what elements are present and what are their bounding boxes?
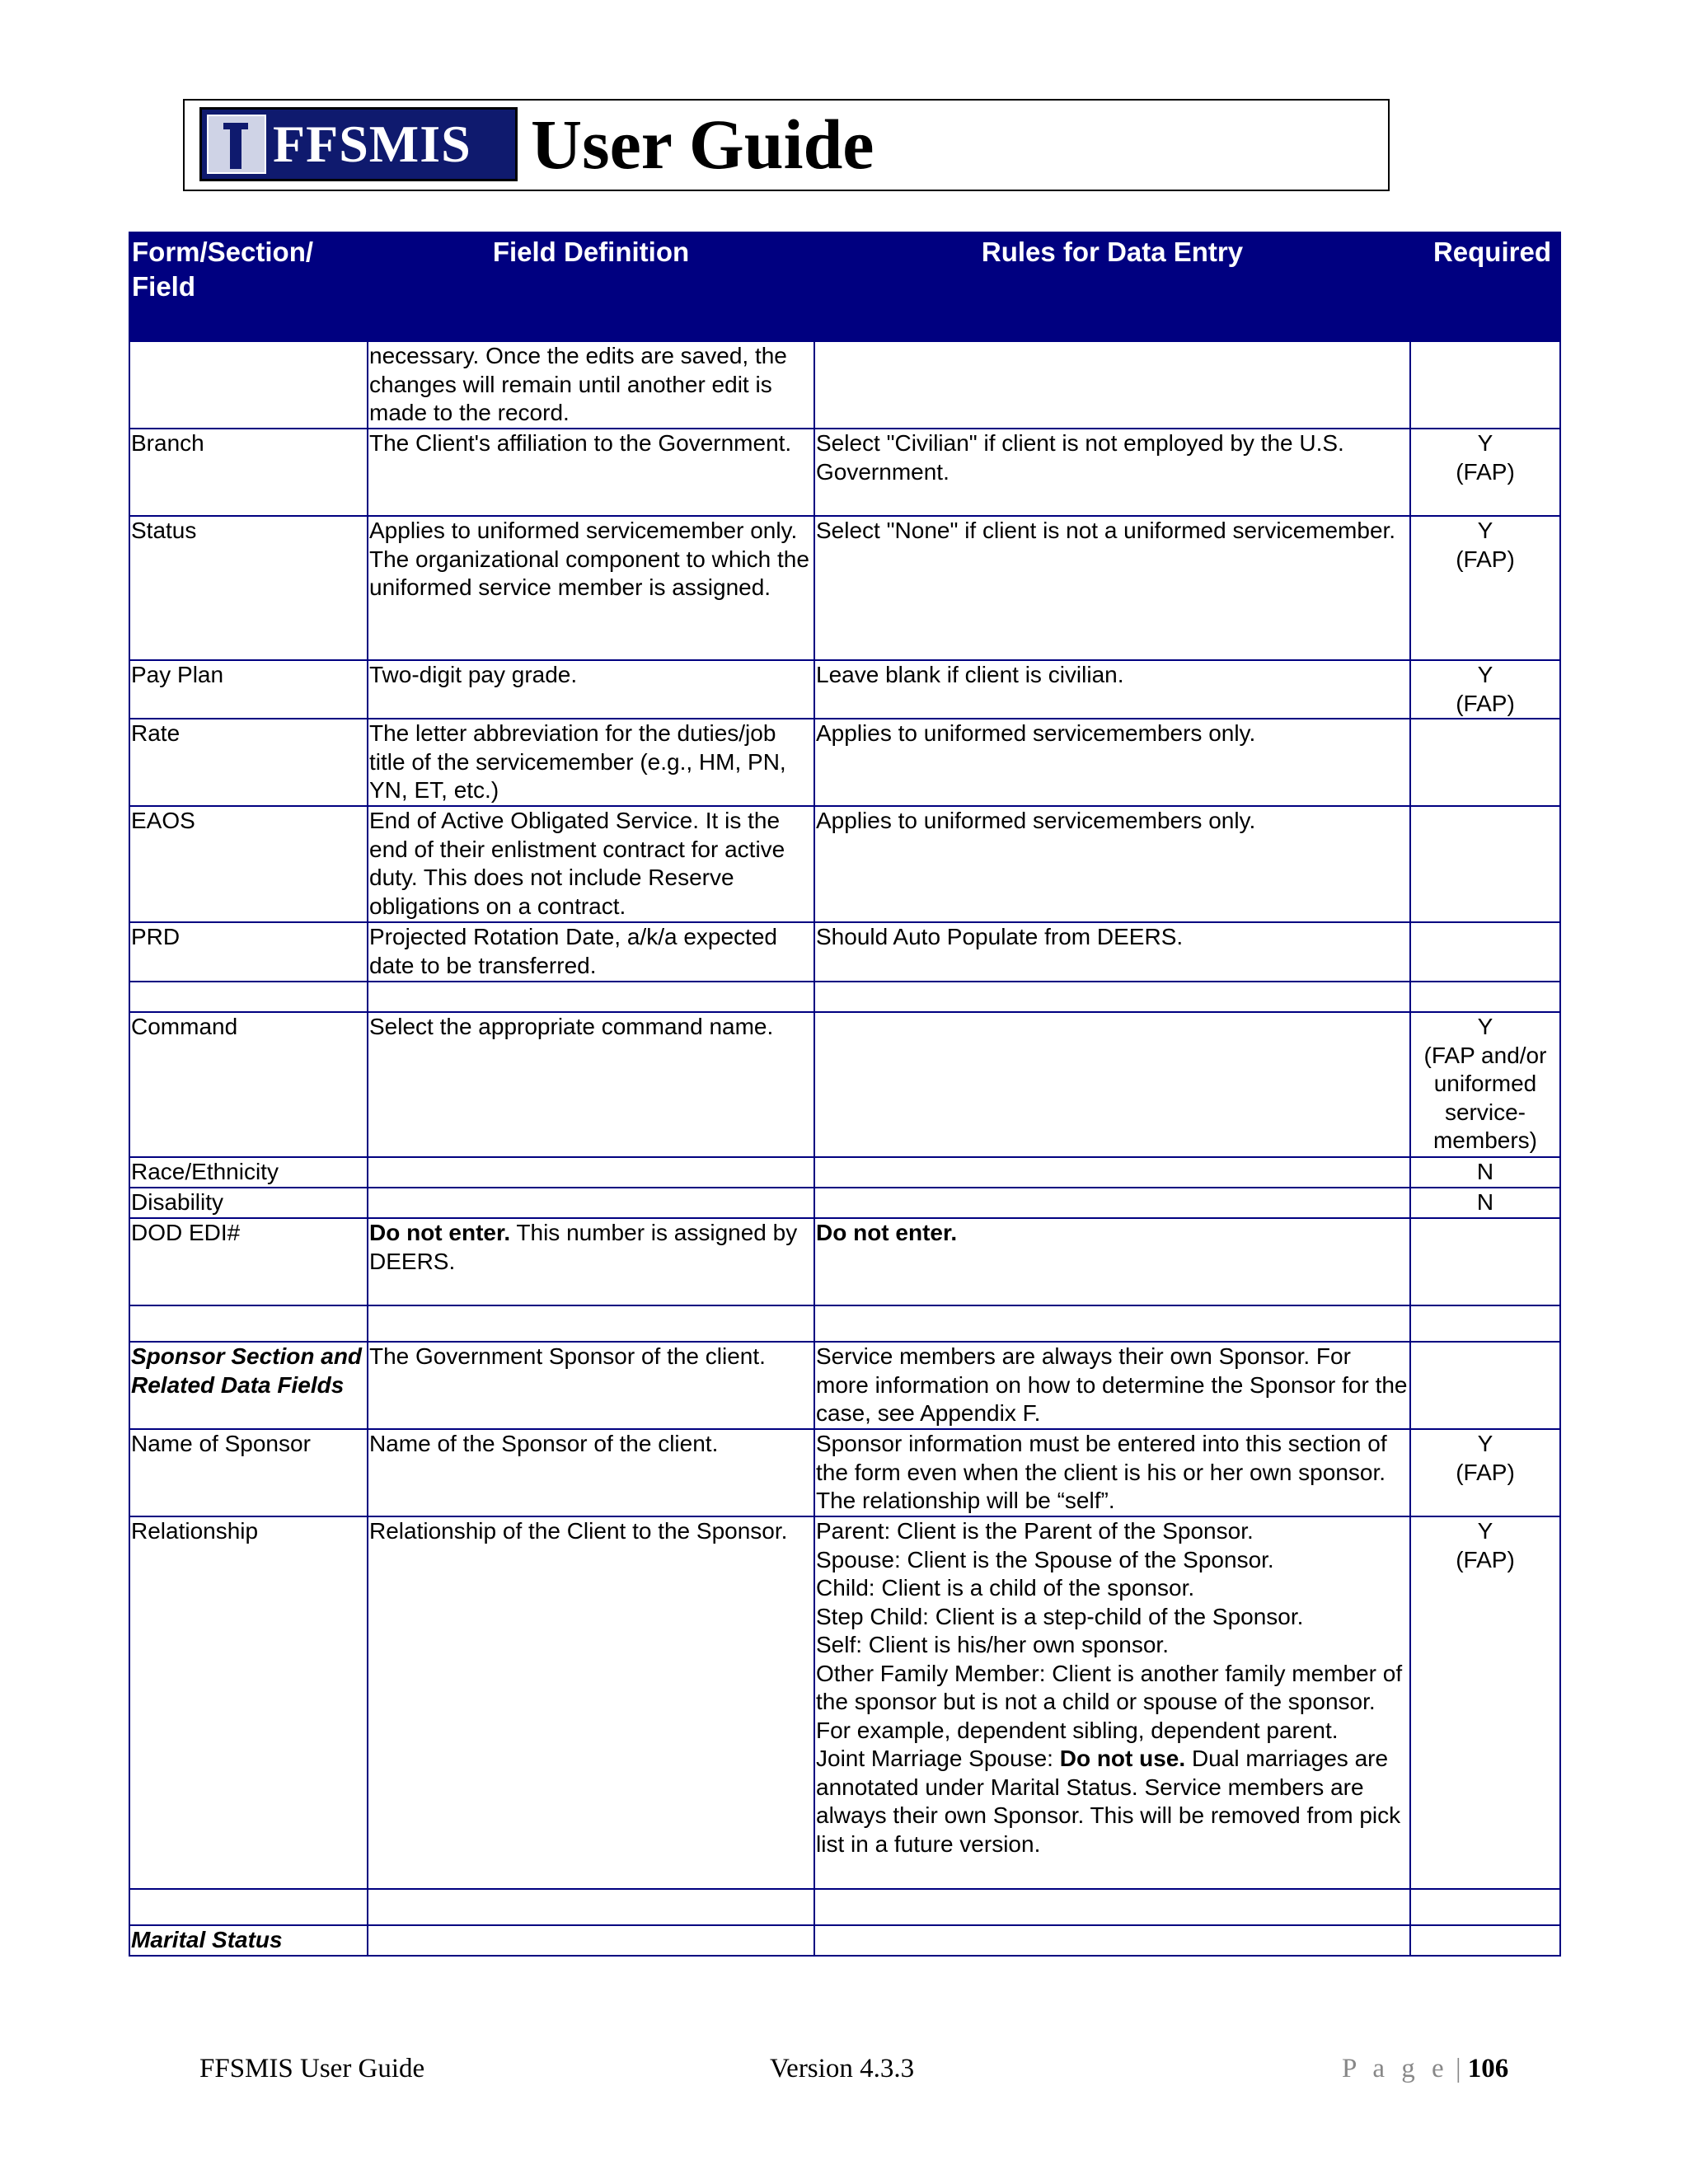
footer-title: FFSMIS User Guide	[199, 2054, 425, 2083]
section-heading-cell: Sponsor Section and Related Data Fields	[129, 1342, 368, 1429]
required-cell: N	[1410, 1157, 1560, 1188]
table-row	[129, 806, 1560, 922]
rules-cell: Select "Civilian" if client is not employed by the U.S. Government.	[814, 429, 1410, 516]
required-qualifier: uniformed	[1433, 1071, 1537, 1096]
ffsmis-logo	[199, 107, 518, 181]
table-row	[129, 341, 1560, 429]
required-qualifier: (FAP)	[1456, 690, 1515, 716]
table-row	[129, 719, 1560, 806]
rules-cell: Leave blank if client is civilian.	[814, 660, 1410, 719]
required-cell: N	[1410, 1188, 1560, 1218]
rules-cell	[814, 1188, 1410, 1218]
column-header-definition: Field Definition	[368, 232, 814, 341]
required-cell	[1410, 1342, 1560, 1429]
table-row	[129, 1157, 1560, 1188]
page-label: P a g e	[1342, 2054, 1449, 2083]
required-cell	[1410, 1429, 1560, 1516]
required-qualifier: (FAP and/or	[1423, 1042, 1547, 1068]
rules-cell: Applies to uniformed servicemembers only.	[814, 806, 1410, 922]
table-row	[129, 1516, 1560, 1889]
definition-cell: The Government Sponsor of the client.	[368, 1342, 814, 1429]
required-qualifier: service-	[1444, 1099, 1526, 1125]
definition-cell	[368, 1188, 814, 1218]
field-cell: Command	[129, 1012, 368, 1157]
required-qualifier: (FAP)	[1456, 1459, 1515, 1485]
field-cell: Disability	[129, 1188, 368, 1218]
required-value: Y	[1477, 662, 1493, 687]
rules-cell	[814, 1012, 1410, 1157]
rules-text: Joint Marriage Spouse:	[816, 1746, 1060, 1771]
definition-cell: Two-digit pay grade.	[368, 660, 814, 719]
rules-text: Dual marriages are annotated under Marital Status. Service members are always their own Sponsor. This will be removed from pick list in a future version.	[816, 1746, 1401, 1857]
required-value: Y	[1477, 1518, 1493, 1544]
column-header-field: Form/Section/ Field	[129, 232, 368, 341]
table-row-spacer	[129, 1305, 1560, 1342]
required-cell	[1410, 806, 1560, 922]
footer-page-info	[1342, 2054, 1508, 2084]
required-cell	[1410, 660, 1560, 719]
required-value: Y	[1477, 430, 1493, 456]
definition-cell	[368, 1157, 814, 1188]
table-row	[129, 1188, 1560, 1218]
table-row	[129, 429, 1560, 516]
definition-cell: End of Active Obligated Service. It is the end of their enlistment contract for active duty. This does not include Reserve obligations on a contract.	[368, 806, 814, 922]
rules-cell: Sponsor information must be entered into this section of the form even when the client is his or her own sponsor. The relationship will be “self”.	[814, 1429, 1410, 1516]
required-value: Y	[1477, 1014, 1493, 1039]
page-separator: |	[1455, 2054, 1461, 2083]
table-row	[129, 516, 1560, 660]
definition-cell: Projected Rotation Date, a/k/a expected date to be transferred.	[368, 922, 814, 982]
required-cell	[1410, 1516, 1560, 1889]
required-qualifier: (FAP)	[1456, 1546, 1515, 1572]
rules-cell	[814, 1157, 1410, 1188]
table-row-spacer	[129, 1889, 1560, 1925]
required-cell	[1410, 922, 1560, 982]
table-row	[129, 1342, 1560, 1429]
required-qualifier: members)	[1432, 1127, 1537, 1153]
table-row	[129, 1925, 1560, 1956]
column-header-rules: Rules for Data Entry	[814, 232, 1410, 341]
logo-text: FFSMIS	[273, 115, 471, 173]
column-header-required: Required	[1410, 232, 1560, 341]
rules-line: Parent: Client is the Parent of the Sponsor.	[816, 1518, 1254, 1544]
definition-cell	[368, 1925, 814, 1956]
required-cell	[1410, 1218, 1560, 1305]
rules-cell: Select "None" if client is not a uniformed servicemember.	[814, 516, 1410, 660]
required-value: Y	[1477, 1431, 1493, 1456]
definition-emphasis: Do not enter.	[369, 1220, 511, 1245]
table-row	[129, 1429, 1560, 1516]
field-cell: Relationship	[129, 1516, 368, 1889]
table-row	[129, 1012, 1560, 1157]
required-cell	[1410, 1012, 1560, 1157]
rules-emphasis: Do not enter.	[816, 1220, 958, 1245]
rules-line: Step Child: Client is a step-child of the Sponsor.	[816, 1603, 1304, 1629]
rules-line-joint	[816, 1745, 1409, 1858]
footer-version: Version 4.3.3	[770, 2054, 915, 2083]
rules-line: Child: Client is a child of the sponsor.	[816, 1575, 1195, 1601]
required-cell	[1410, 516, 1560, 660]
rules-line: Self: Client is his/her own sponsor.	[816, 1632, 1169, 1657]
field-cell: DOD EDI#	[129, 1218, 368, 1305]
table-row	[129, 660, 1560, 719]
page-title: User Guide	[531, 105, 874, 184]
field-cell: Pay Plan	[129, 660, 368, 719]
rules-emphasis: Do not use.	[1059, 1746, 1186, 1771]
rules-cell: Service members are always their own Sponsor. For more information on how to determine the Sponsor for the case, see Appendix F.	[814, 1342, 1410, 1429]
rules-cell: Applies to uniformed servicemembers only.	[814, 719, 1410, 806]
required-cell	[1410, 429, 1560, 516]
section-heading-cell: Marital Status	[129, 1925, 368, 1956]
rules-cell: Should Auto Populate from DEERS.	[814, 922, 1410, 982]
field-definition-table	[129, 232, 1561, 1957]
rules-cell	[814, 1218, 1410, 1305]
field-cell: Status	[129, 516, 368, 660]
table-row	[129, 922, 1560, 982]
field-cell: Name of Sponsor	[129, 1429, 368, 1516]
table-header-row	[129, 232, 1560, 341]
required-cell	[1410, 1925, 1560, 1956]
field-cell: Branch	[129, 429, 368, 516]
rules-cell	[814, 1516, 1410, 1889]
definition-cell: necessary. Once the edits are saved, the changes will remain until another edit is made to the record.	[368, 341, 814, 429]
definition-cell: Select the appropriate command name.	[368, 1012, 814, 1157]
field-cell: EAOS	[129, 806, 368, 922]
required-qualifier: (FAP)	[1456, 458, 1515, 485]
column-emblem-icon	[207, 115, 266, 174]
definition-cell: The letter abbreviation for the duties/job title of the servicemember (e.g., HM, PN, YN, ET, etc.)	[368, 719, 814, 806]
required-value: Y	[1477, 518, 1493, 543]
definition-cell: Applies to uniformed servicemember only. The organizational component to which the uniformed service member is assigned.	[368, 516, 814, 660]
required-qualifier: (FAP)	[1456, 546, 1515, 572]
required-cell	[1410, 719, 1560, 806]
rules-cell	[814, 341, 1410, 429]
page-number: 106	[1467, 2054, 1509, 2083]
required-cell	[1410, 341, 1560, 429]
table-row	[129, 1218, 1560, 1305]
definition-cell	[368, 1218, 814, 1305]
definition-cell: Name of the Sponsor of the client.	[368, 1429, 814, 1516]
definition-cell: Relationship of the Client to the Sponsor.	[368, 1516, 814, 1889]
field-cell	[129, 341, 368, 429]
table-row-spacer	[129, 982, 1560, 1012]
document-header	[183, 99, 1390, 191]
field-cell: PRD	[129, 922, 368, 982]
field-cell: Race/Ethnicity	[129, 1157, 368, 1188]
rules-line: Spouse: Client is the Spouse of the Sponsor.	[816, 1546, 1274, 1572]
rules-cell	[814, 1925, 1410, 1956]
definition-text: This number is assigned by DEERS.	[369, 1220, 798, 1274]
field-cell: Rate	[129, 719, 368, 806]
definition-cell: The Client's affiliation to the Government.	[368, 429, 814, 516]
rules-line: Other Family Member: Client is another family member of the sponsor but is not a child or spouse of the sponsor. For example, dependent sibling, dependent parent.	[816, 1660, 1403, 1743]
